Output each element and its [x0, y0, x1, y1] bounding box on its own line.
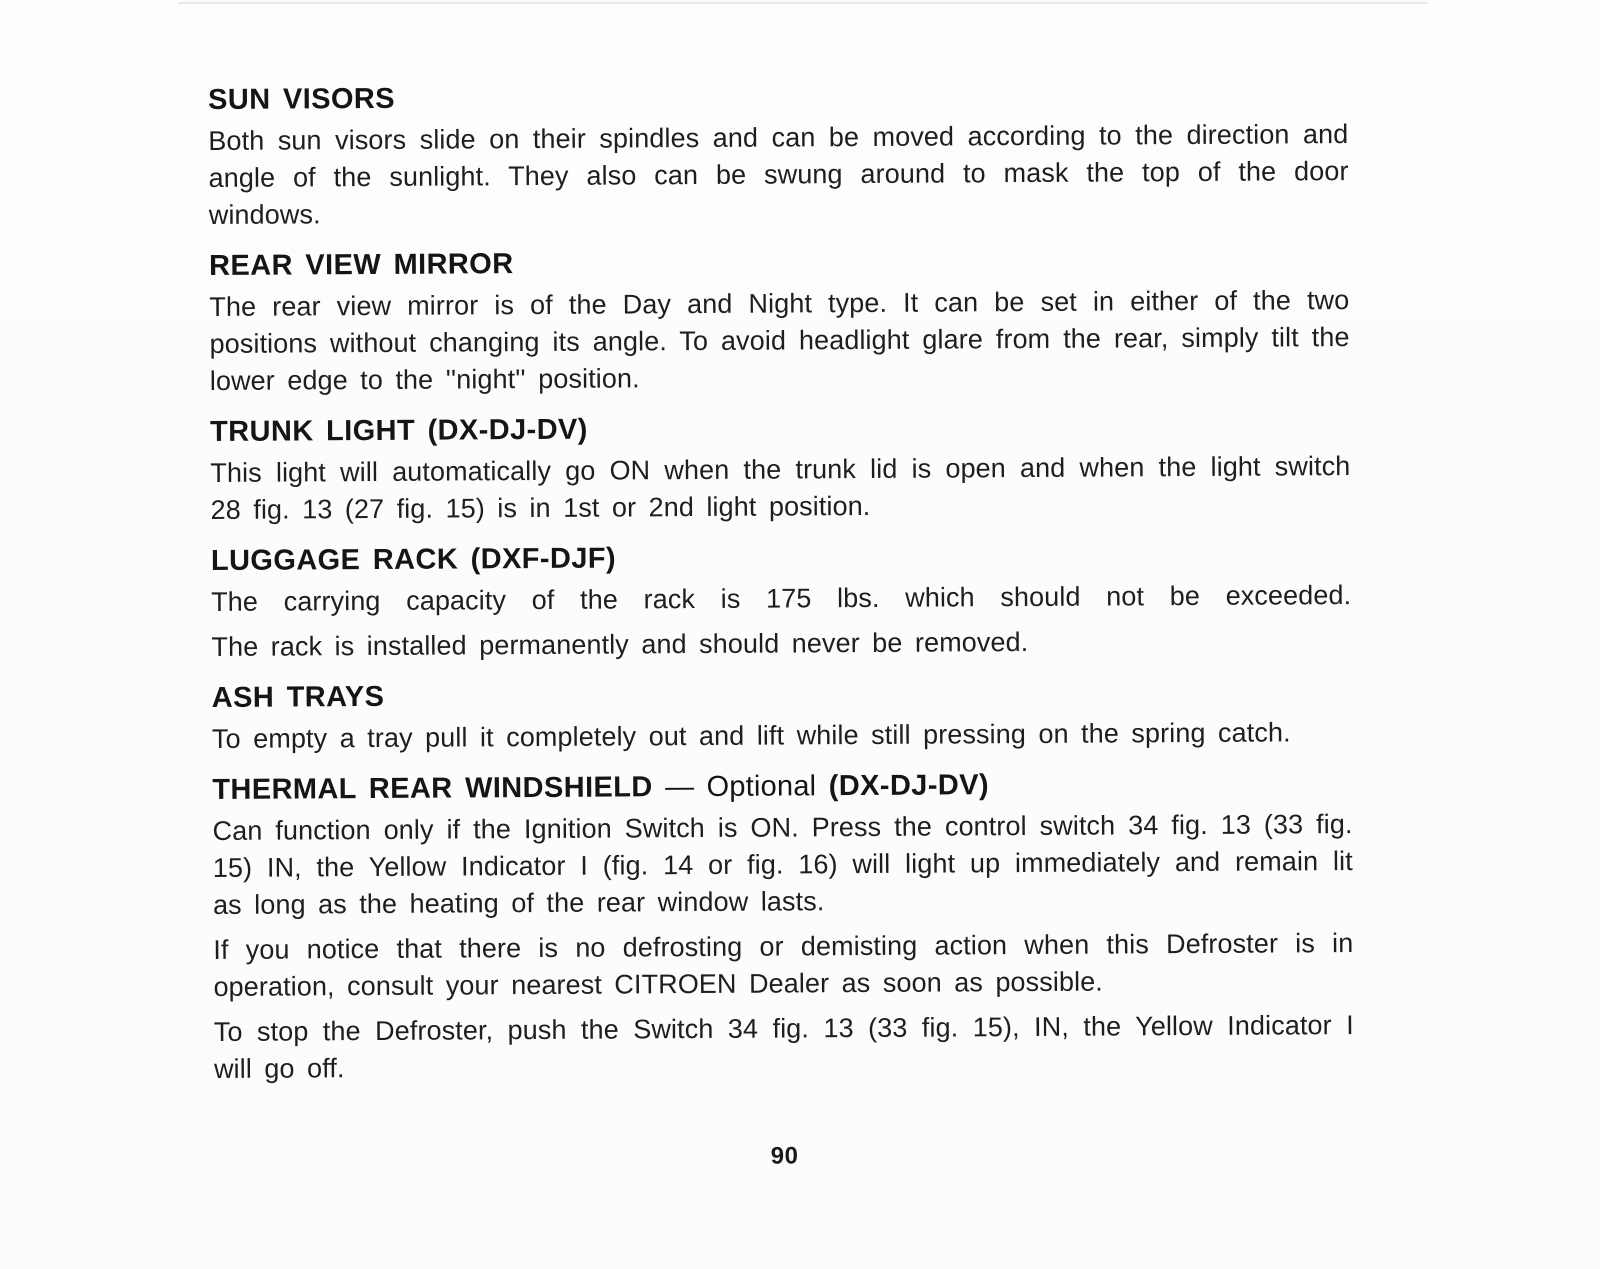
page-content [208, 77, 1354, 1170]
paragraph: To stop the Defroster, push the Switch 34 fig. 13 (33 fig. 15), IN, the Yellow Indicator I will go off. [213, 1010, 1354, 1084]
paragraph: To empty a tray pull it completely out and lift while still pressing on the spring catch. [211, 717, 1291, 754]
section-heading-luggage-rack: LUGGAGE RACK (DXF-DJF) [210, 542, 617, 577]
section-sun-visors [208, 77, 1349, 234]
paragraph: This light will automatically go ON when the trunk lid is open and when the light switch 28 fig. 13 (27 fig. 15) is in 1st or 2nd light position. [210, 451, 1351, 525]
section-heading-sun-visors: SUN VISORS [208, 82, 396, 116]
section-rear-view-mirror [209, 243, 1350, 400]
scan-artifact-line [178, 2, 1428, 4]
section-heading-trunk-light: TRUNK LIGHT (DX-DJ-DV) [210, 413, 588, 448]
section-trunk-light [210, 409, 1351, 529]
paragraph: If you notice that there is no defrosting or demisting action when this Defroster is in operation, consult your nearest CITROEN Dealer as soon as possible. [213, 928, 1354, 1002]
section-heading-rear-view-mirror: REAR VIEW MIRROR [209, 248, 514, 282]
page-number: 90 [770, 1142, 799, 1170]
paragraph: The carrying capacity of the rack is 175 lbs. which should not be exceeded. [211, 580, 1352, 617]
section-heading-thermal-rear-windshield [212, 767, 1352, 806]
heading-regular-part: — Optional [665, 770, 817, 804]
paragraph: The rack is installed permanently and should never be removed. [211, 626, 1029, 662]
heading-bold-part: THERMAL REAR WINDSHIELD [212, 771, 653, 806]
section-thermal-rear-windshield [212, 767, 1354, 1088]
paragraph: Can function only if the Ignition Switch is ON. Press the control switch 34 fig. 13 (33 fig. 15) IN, the Yellow Indicator I (fig. 14 or fig. 16) will light up immediately and remain lit as long as the heating of the rear window lasts. [212, 809, 1353, 920]
paragraph: Both sun visors slide on their spindles and can be moved according to the direction and angle of the sunlight. They also can be swung around to mask the top of the door windows. [208, 119, 1349, 230]
heading-bold-suffix: (DX-DJ-DV) [828, 769, 990, 803]
section-luggage-rack [211, 538, 1352, 666]
section-ash-trays [212, 675, 1352, 758]
section-heading-ash-trays: ASH TRAYS [211, 680, 385, 714]
paragraph: The rear view mirror is of the Day and Night type. It can be set in either of the two positions without changing its angle. To avoid headlight glare from the rear, simply tilt the lower edge to the ''night'' position. [209, 285, 1350, 396]
